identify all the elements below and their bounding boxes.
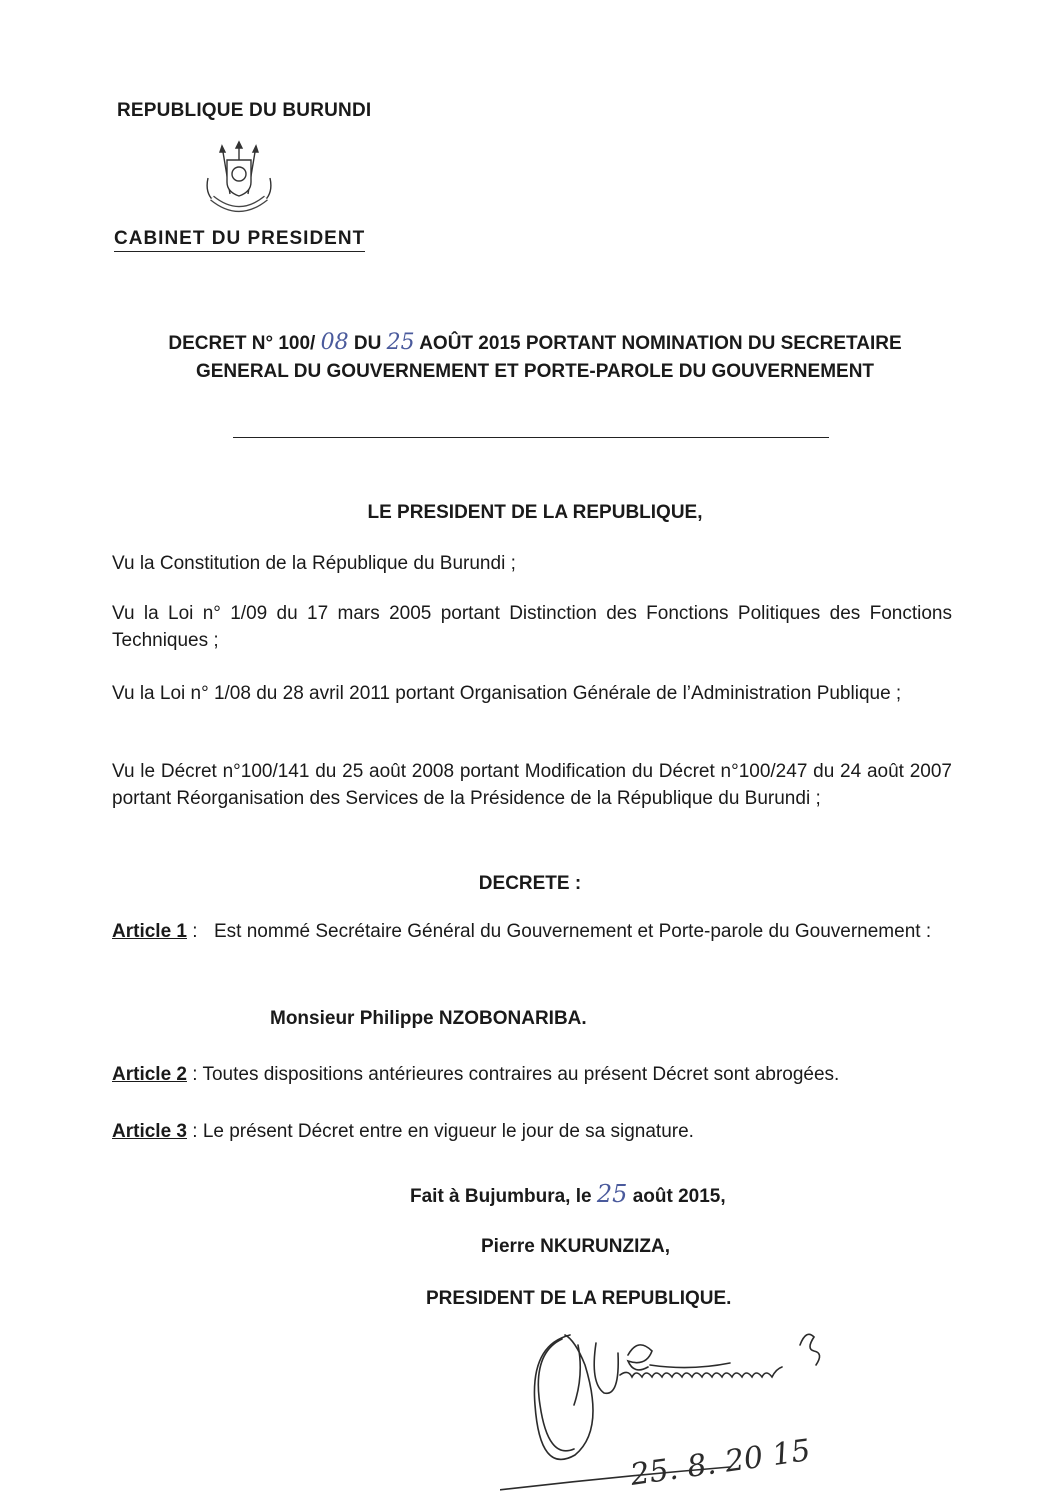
article-3-label: Article 3 xyxy=(112,1121,187,1142)
cabinet-heading: CABINET DU PRESIDENT xyxy=(114,228,365,252)
article-3-separator: : xyxy=(186,1121,203,1142)
vu-decret-2008: Vu le Décret n°100/141 du 25 août 2008 portant Modification du Décret n°100/247 du 24 août 2007 portant Réorganisation des Services de la Présidence de la République du Burundi ; xyxy=(112,761,952,809)
handwritten-signature xyxy=(500,1305,870,1497)
title-part-3: AOÛT 2015 PORTANT NOMINATION DU SECRETAIRE GENERAL DU GOUVERNEMENT ET PORTE-PAROLE DU GOUVERNEMENT xyxy=(195,333,902,382)
title-part-1: DECRET N° 100/ xyxy=(168,333,321,354)
article-1-label: Article 1 xyxy=(112,921,187,942)
handwritten-decree-day: 25 xyxy=(386,330,415,355)
signatory-title: PRESIDENT DE LA REPUBLIQUE. xyxy=(426,1288,732,1309)
article-3-text: Le présent Décret entre en vigueur le jour de sa signature. xyxy=(202,1121,694,1142)
article-2-label: Article 2 xyxy=(112,1064,187,1085)
signature-date-text: 25. 8. 20 15 xyxy=(628,1433,813,1493)
title-part-2: DU xyxy=(348,333,387,354)
fait-suffix: août 2015, xyxy=(627,1186,726,1207)
burundi-coat-of-arms-icon xyxy=(198,138,280,224)
handwritten-signing-day: 25 xyxy=(596,1180,628,1208)
title-divider xyxy=(233,437,829,438)
article-1-text: Est nommé Secrétaire Général du Gouvernement et Porte-parole du Gouvernement : xyxy=(214,921,932,942)
vu-constitution: Vu la Constitution de la République du Burundi ; xyxy=(112,553,516,574)
fait-prefix: Fait à Bujumbura, le xyxy=(410,1186,597,1207)
signature-date xyxy=(627,1433,812,1493)
article-1-separator: : xyxy=(186,921,198,942)
article-2 xyxy=(112,1064,839,1086)
republic-heading: REPUBLIQUE DU BURUNDI xyxy=(117,100,372,121)
decree-title xyxy=(150,329,920,385)
decrete-heading: DECRETE : xyxy=(478,873,582,894)
appointee-name: Monsieur Philippe NZOBONARIBA. xyxy=(270,1008,587,1029)
vu-loi-2011: Vu la Loi n° 1/08 du 28 avril 2011 portant Organisation Générale de l’Administration Publique ; xyxy=(112,683,902,704)
vu-loi-2005: Vu la Loi n° 1/09 du 17 mars 2005 portant Distinction des Fonctions Politiques des Fonctions Techniques ; xyxy=(112,603,952,651)
article-2-separator: : xyxy=(186,1064,203,1085)
place-and-date xyxy=(410,1180,726,1208)
handwritten-decree-number: 08 xyxy=(320,330,349,355)
article-3 xyxy=(112,1121,694,1143)
article-2-text: Toutes dispositions antérieures contraires au présent Décret sont abrogées. xyxy=(202,1064,840,1085)
signatory-name: Pierre NKURUNZIZA, xyxy=(481,1236,670,1257)
article-1 xyxy=(112,918,952,945)
president-heading: LE PRESIDENT DE LA REPUBLIQUE, xyxy=(367,502,703,523)
